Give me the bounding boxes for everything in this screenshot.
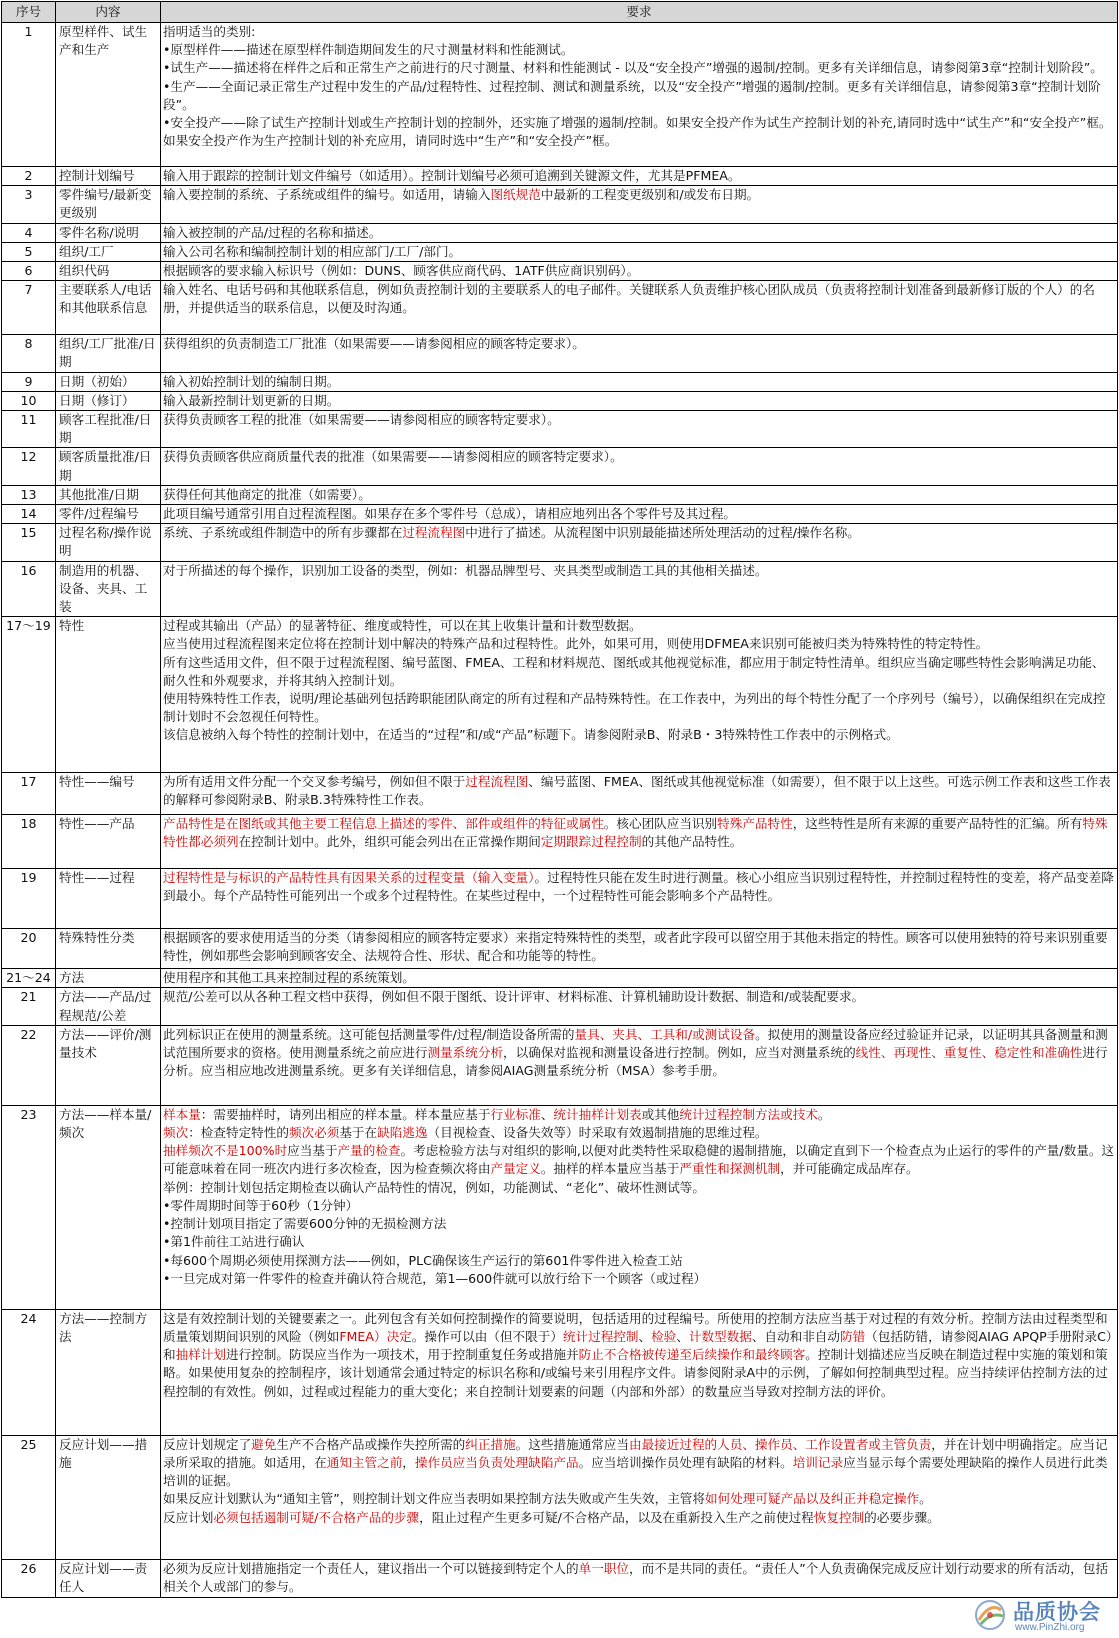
highlighted-text: 测量系统分析 xyxy=(427,1045,504,1061)
highlighted-text: 统计抽样计划表 xyxy=(553,1106,642,1122)
requirement-text: 输入公司名称和编制控制计划的相应部门/工厂/部门。 xyxy=(163,243,462,259)
row-requirement xyxy=(161,617,1118,773)
requirement-text: 基于在 xyxy=(339,1125,378,1141)
requirement-line xyxy=(163,1490,1115,1508)
requirement-text: 、自动和非自动 xyxy=(751,1329,840,1345)
requirement-text: •零件周期时间等于60秒（1分钟） xyxy=(163,1197,359,1213)
row-number: 6 xyxy=(2,262,56,281)
row-content: 反应计划——措施 xyxy=(56,1435,161,1559)
requirement-line xyxy=(163,335,1115,353)
requirement-text: 应当基于 xyxy=(287,1143,338,1159)
row-content: 方法——控制方法 xyxy=(56,1309,161,1435)
table-row xyxy=(2,1435,1118,1559)
row-requirement xyxy=(161,372,1118,391)
requirement-text: 输入要控制的系统、子系统或组件的编号。如适用，请输入 xyxy=(163,187,491,203)
row-content: 零件/过程编号 xyxy=(56,505,161,524)
requirement-text: •一旦完成对第一件零件的检查并确认符合规范，第1—600件就可以放行给下一个顾客（或过程） xyxy=(163,1270,707,1286)
row-content: 日期（初始） xyxy=(56,372,161,391)
requirement-line xyxy=(163,1197,1115,1215)
header-content: 内容 xyxy=(56,2,161,23)
requirement-text: •试生产——描述将在样件之后和正常生产之前进行的尺寸测量、材料和性能测试 - 以及“安全投产”增强的遏制/控制。更多有关详细信息，请参阅第3章“控制计划阶段”。 xyxy=(163,60,1103,76)
table-row xyxy=(2,372,1118,391)
row-number: 24 xyxy=(2,1309,56,1435)
row-content: 组织/工厂 xyxy=(56,242,161,261)
highlighted-text: 培训记录 xyxy=(792,1455,844,1471)
requirement-text: ，阻止过程产生更多可疑/不合格产品，以及在重新投入生产之前使过程 xyxy=(419,1509,814,1525)
requirement-line xyxy=(163,114,1115,150)
row-content: 特性——产品 xyxy=(56,815,161,869)
requirement-text: 获得负责顾客工程的批准（如果需要——请参阅相应的顾客特定要求）。 xyxy=(163,412,560,428)
pinzhi-logo-icon xyxy=(973,1598,1007,1632)
row-number: 18 xyxy=(2,815,56,869)
row-content: 过程名称/操作说明 xyxy=(56,524,161,561)
highlighted-text: 抽样计划 xyxy=(175,1347,226,1363)
row-number: 21～24 xyxy=(2,969,56,988)
row-requirement xyxy=(161,561,1118,617)
row-requirement xyxy=(161,281,1118,335)
highlighted-text: 图纸规范 xyxy=(490,187,541,203)
row-number: 7 xyxy=(2,281,56,335)
requirement-text: •安全投产——除了试生产控制计划或生产控制计划的控制外，还实施了增强的遏制/控制。如果安全投产作为试生产控制计划的补充,请同时选中“试生产”和“安全投产”框。如果安全投产作为生产控制计划的补充应用，请同时选中“生产”和“安全投产”框。 xyxy=(163,115,1112,149)
table-row xyxy=(2,773,1118,815)
row-requirement xyxy=(161,411,1118,448)
row-requirement xyxy=(161,335,1118,372)
table-row xyxy=(2,617,1118,773)
table-row xyxy=(2,524,1118,561)
row-number: 22 xyxy=(2,1025,56,1105)
requirement-line xyxy=(163,988,1115,1006)
row-content: 方法 xyxy=(56,969,161,988)
row-requirement xyxy=(161,1309,1118,1435)
requirement-text: 过程或其输出（产品）的显著特征、维度或特性，可以在其上收集计量和计数型数据。 xyxy=(163,618,642,634)
requirement-text: （目视检查、设备失效等）时采取有效遏制措施的思维过程。 xyxy=(427,1125,768,1141)
requirement-line xyxy=(163,929,1115,965)
requirement-text: 获得负责顾客供应商质量代表的批准（如果需要——请参阅相应的顾客特定要求）。 xyxy=(163,449,623,465)
highlighted-text: 特殊特性都必须列 xyxy=(163,816,1108,850)
table-row xyxy=(2,448,1118,485)
highlighted-text: 线性、再现性、重复性、稳定性和准确性 xyxy=(855,1045,1083,1061)
requirement-text: 。考虑检验方法与对组织的影响,以便对此类特性采取稳健的遏制措施，以确定直到下一个检查点为止运行的零件的产量/数量。这可能意味着在同一班次内进行多次检查，因为检查频次将由 xyxy=(163,1143,1115,1177)
requirement-line xyxy=(163,1252,1115,1270)
table-row xyxy=(2,186,1118,223)
requirement-line xyxy=(163,243,1115,261)
highlighted-text: 检验 xyxy=(651,1329,677,1345)
row-requirement xyxy=(161,242,1118,261)
requirement-text: 使用特殊特性工作表，说明/理论基础列包括跨职能团队商定的所有过程和产品特殊特性。在工作表中，为列出的每个特性分配了一个序列号（编号），以确保组织在完成控制计划时不会忽视任何特性。 xyxy=(163,691,1106,725)
highlighted-text: 防止不合格被传递至后续操作和最终顾客 xyxy=(578,1347,806,1363)
requirement-text: 的必要步骤。 xyxy=(864,1509,940,1525)
requirement-text: 此项目编号通常引用自过程流程图。如果存在多个零件号（总成），请相应地列出各个零件号及其过程。 xyxy=(163,506,737,522)
row-number: 11 xyxy=(2,411,56,448)
row-content: 方法——产品/过程规范/公差 xyxy=(56,988,161,1025)
requirement-line xyxy=(163,167,1115,185)
highlighted-text: 量具、夹具、工具和/或测试设备 xyxy=(574,1026,756,1042)
row-content: 特性——编号 xyxy=(56,773,161,815)
requirement-text: 使用程序和其他工具来控制过程的系统策划。 xyxy=(163,970,415,986)
requirement-text: 、 xyxy=(540,1106,554,1122)
highlighted-text: 过程流程图 xyxy=(402,525,466,541)
highlighted-text: 如何处理可疑产品以及纠正并稳定操作 xyxy=(705,1491,920,1507)
highlighted-text: 单一职位 xyxy=(578,1560,629,1576)
requirement-text: ，并在计划中明确指定。应当记录所采取的措施。如适用，在 xyxy=(163,1436,1108,1471)
row-content: 日期（修订） xyxy=(56,391,161,410)
row-requirement xyxy=(161,167,1118,186)
table-row xyxy=(2,335,1118,372)
highlighted-text: 缺陷逃逸 xyxy=(377,1125,428,1141)
row-number: 17～19 xyxy=(2,617,56,773)
requirement-text: 该信息被纳入每个特性的控制计划中，在适当的“过程”和/或“产品”标题下。请参阅附录B、附录B・3特殊特性工作表中的示例格式。 xyxy=(163,727,899,743)
table-row xyxy=(2,485,1118,504)
requirement-line xyxy=(163,41,1115,59)
requirement-line xyxy=(163,224,1115,242)
row-number: 1 xyxy=(2,23,56,167)
row-content: 主要联系人/电话和其他联系信息 xyxy=(56,281,161,335)
header-no: 序号 xyxy=(2,2,56,23)
requirement-line xyxy=(163,562,1115,580)
requirement-text: ：检查特定特性的 xyxy=(188,1125,289,1141)
row-number: 10 xyxy=(2,391,56,410)
row-requirement xyxy=(161,223,1118,242)
row-number: 3 xyxy=(2,186,56,223)
row-requirement xyxy=(161,23,1118,167)
highlighted-text: 统计过程控制 xyxy=(562,1329,639,1345)
row-number: 19 xyxy=(2,869,56,929)
row-requirement xyxy=(161,988,1118,1025)
row-requirement xyxy=(161,1435,1118,1559)
row-requirement xyxy=(161,262,1118,281)
row-requirement xyxy=(161,186,1118,223)
requirement-line xyxy=(163,1233,1115,1251)
requirement-line xyxy=(163,262,1115,280)
highlighted-text: 特殊产品特性 xyxy=(717,816,793,832)
row-content: 零件编号/最新变更级别 xyxy=(56,186,161,223)
table-row xyxy=(2,929,1118,969)
row-content: 其他批准/日期 xyxy=(56,485,161,504)
requirement-text: ，这些特性是所有来源的重要产品特性的汇编。所有 xyxy=(792,816,1083,832)
requirement-line xyxy=(163,505,1115,523)
requirement-line xyxy=(163,448,1115,466)
requirement-text: 。这些措施通常应当 xyxy=(515,1436,629,1452)
table-row xyxy=(2,242,1118,261)
requirement-text: 。 xyxy=(919,1491,932,1507)
row-content: 顾客质量批准/日期 xyxy=(56,448,161,485)
requirement-text: 所有这些适用文件，但不限于过程流程图、编号蓝图、FMEA、工程和材料规范、图纸或其他视觉标准，都应用于制定特性清单。组织应当确定哪些特性会影响满足功能、耐久性和外观要求，并将其纳入控制计划。 xyxy=(163,654,1105,688)
requirement-line xyxy=(163,1179,1115,1197)
row-content: 方法——样本量/频次 xyxy=(56,1105,161,1309)
requirement-text: •控制计划项目指定了需要600分钟的无损检测方法 xyxy=(163,1216,447,1232)
table-row xyxy=(2,815,1118,869)
requirement-line xyxy=(163,1310,1115,1401)
highlighted-text: 统计过程控制方法或技术 xyxy=(679,1106,818,1122)
requirement-line xyxy=(163,617,1115,635)
requirement-text: 根据顾客的要求使用适当的分类（请参阅相应的顾客特定要求）来指定特殊特性的类型，或者此字段可以留空用于其他未指定的特性。顾客可以使用独特的符号来识别重要特性，例如那些会影响到顾客安全、法规符合性、形状、配合和功能等的特性。 xyxy=(163,930,1108,964)
requirement-text: 这是有效控制计划的关键要素之一。此列包含有关如何控制操作的简要说明，包括适用的过程编号。所使用的控制方法应当基于对过程的有效分析。控制方法由过程类型和质量策划期间识别的风险（例如 xyxy=(163,1310,1108,1345)
highlighted-text: 纠正措施 xyxy=(465,1436,516,1452)
requirement-line xyxy=(163,524,1115,542)
table-row xyxy=(2,411,1118,448)
highlighted-text: 计数型数据 xyxy=(688,1329,752,1345)
highlighted-text: 定期跟踪过程控制 xyxy=(540,834,642,850)
requirement-text: •每600个周期必须使用探测方法——例如，PLC确保该生产运行的第601件零件进入检查工站 xyxy=(163,1252,683,1268)
row-requirement xyxy=(161,815,1118,869)
row-requirement xyxy=(161,773,1118,815)
highlighted-text: 操作员应当负责处理缺陷产品 xyxy=(414,1455,579,1471)
requirement-text: 或其他 xyxy=(641,1106,680,1122)
requirement-text: 、 xyxy=(676,1329,689,1345)
requirement-text: 系统、子系统或组件制造中的所有步骤都在 xyxy=(163,525,403,541)
row-requirement xyxy=(161,505,1118,524)
highlighted-text: 频次 xyxy=(163,1125,189,1141)
requirement-text: 指明适当的类别: xyxy=(163,24,256,39)
requirement-text: 输入初始控制计划的编制日期。 xyxy=(163,373,340,389)
requirement-line xyxy=(163,1142,1115,1178)
requirement-line xyxy=(163,1270,1115,1288)
table-row xyxy=(2,23,1118,167)
row-content: 反应计划——责任人 xyxy=(56,1559,161,1597)
highlighted-text: 样本量 xyxy=(163,1106,201,1122)
row-content: 特性——过程 xyxy=(56,869,161,929)
table-row xyxy=(2,1309,1118,1435)
row-number: 5 xyxy=(2,242,56,261)
table-row xyxy=(2,988,1118,1025)
table-row xyxy=(2,505,1118,524)
requirement-text: ：需要抽样时，请列出相应的样本量。样本量应基于 xyxy=(200,1106,491,1122)
table-row xyxy=(2,391,1118,410)
requirement-line xyxy=(163,773,1115,809)
requirement-text: 生产不合格产品或操作失控所需的 xyxy=(276,1436,466,1452)
requirement-text: 进行控制。防误应当作为一项技术，用于控制重复任务或措施并 xyxy=(225,1347,579,1363)
requirement-line xyxy=(163,969,1115,987)
requirement-text: 应当显示每个需要处理缺陷的操作人员进行此类培训的证据。 xyxy=(163,1455,1108,1489)
requirement-line xyxy=(163,1560,1115,1596)
highlighted-text: 产品特性是在图纸或其他主要工程信息上描述的零件、部件或组件的特征或属性 xyxy=(163,816,604,832)
requirement-text: （包括防错，请参阅AIAG APQP手册附录C）和 xyxy=(163,1329,1113,1363)
requirement-text: 。抽样的样本量应当基于 xyxy=(540,1161,680,1177)
requirement-text: 中进行了描述。从流程图中识别最能描述所处理活动的过程/操作名称。 xyxy=(465,525,860,541)
requirement-text: 必须为反应计划措施指定一个责任人，建议指出一个可以链接到特定个人的 xyxy=(163,1560,579,1576)
header-requirement: 要求 xyxy=(161,2,1118,23)
requirement-text: 在控制计划中。此外，组织可能会列出在正常操作期间 xyxy=(238,834,541,850)
highlighted-text: 过程流程图 xyxy=(465,774,529,790)
requirement-text: 。 xyxy=(817,1106,831,1122)
requirement-text: 。应当培训操作员处理有缺陷的材料。 xyxy=(578,1455,793,1471)
highlighted-text: 产量的检查 xyxy=(337,1143,401,1159)
table-row xyxy=(2,1105,1118,1309)
requirement-text: ，以确保对监视和测量设备进行控制。例如，应当对测量系统的 xyxy=(503,1045,856,1061)
row-number: 16 xyxy=(2,561,56,617)
highlighted-text: 过程特性是与标识的产品特性具有因果关系的过程变量（输入变量） xyxy=(163,870,535,886)
highlighted-text: 产量定义 xyxy=(490,1161,541,1177)
requirement-text: 输入用于跟踪的控制计划文件编号（如适用）。控制计划编号必须可追溯到关键源文件，尤其是PFMEA。 xyxy=(163,168,741,183)
highlighted-text: 通知主管之前 xyxy=(326,1455,403,1471)
row-number: 8 xyxy=(2,335,56,372)
row-number: 12 xyxy=(2,448,56,485)
watermark xyxy=(973,1596,1119,1636)
requirement-line xyxy=(163,23,1115,41)
requirement-line xyxy=(163,690,1115,726)
table-row xyxy=(2,281,1118,335)
row-number: 26 xyxy=(2,1559,56,1597)
row-number: 4 xyxy=(2,223,56,242)
row-content: 原型样件、试生产和生产 xyxy=(56,23,161,167)
row-content: 制造用的机器、设备、夹具、工装 xyxy=(56,561,161,617)
requirement-line xyxy=(163,411,1115,429)
table-row xyxy=(2,1559,1118,1597)
requirement-line xyxy=(163,392,1115,410)
row-number: 9 xyxy=(2,372,56,391)
table-row xyxy=(2,262,1118,281)
highlighted-text: 严重性和探测机制 xyxy=(679,1161,781,1177)
requirement-line xyxy=(163,186,1115,204)
requirement-line xyxy=(163,373,1115,391)
requirement-text: 。核心团队应当识别 xyxy=(603,816,718,832)
requirement-text: 输入被控制的产品/过程的名称和描述。 xyxy=(163,224,382,240)
table-row xyxy=(2,869,1118,929)
requirement-line xyxy=(163,1509,1115,1527)
requirement-text: 。过程特性只能在发生时进行测量。核心小组应当识别过程特性，并控制过程特性的变差，将产品变差降到最小。每个产品特性可能列出一个或多个过程特性。在某些过程中，一个过程特性可能会影响多个产品特性。 xyxy=(163,870,1114,904)
requirement-text: 获得组织的负责制造工厂批准（如果需要——请参阅相应的顾客特定要求）。 xyxy=(163,336,585,352)
requirement-text: 。控制计划描述应当反映在制造过程中实施的策划和策略。如果使用复杂的控制程序，该计划通常会通过特定的标识名称和/或编号来引用程序文件。请参阅附录A中的示例，了解如何控制典型过程。应当持续评估控制方法的过程控制的有效性。例如，过程或过程能力的重大变化；来自控制计划要素的问题（内部和外部）的数量应当导致对控制方法的评价。 xyxy=(163,1347,1108,1399)
row-number: 15 xyxy=(2,524,56,561)
row-requirement xyxy=(161,1025,1118,1105)
requirement-line xyxy=(163,1124,1115,1142)
row-requirement xyxy=(161,969,1118,988)
requirement-text: 输入姓名、电话号码和其他联系信息，例如负责控制计划的主要联系人的电子邮件。关键联系人负责维护核心团队成员（负责将控制计划准备到最新修订版的个人）的名册，并提供适当的联系信息，以便及时沟通。 xyxy=(163,282,1095,316)
row-content: 零件名称/说明 xyxy=(56,223,161,242)
row-number: 25 xyxy=(2,1435,56,1559)
requirement-text: •第1件前往工站进行确认 xyxy=(163,1234,305,1250)
requirement-text: 反应计划 xyxy=(163,1509,214,1525)
highlighted-text: 频次必须 xyxy=(288,1125,340,1141)
row-content: 组织代码 xyxy=(56,262,161,281)
row-content: 控制计划编号 xyxy=(56,167,161,186)
requirement-text: ， xyxy=(402,1455,415,1471)
table-row xyxy=(2,167,1118,186)
requirement-text: 、 xyxy=(638,1329,652,1345)
row-content: 组织/工厂批准/日期 xyxy=(56,335,161,372)
requirement-text: 、编号蓝图、FMEA、图纸或其他视觉标准（如需要），但不限于以上这些。可选示例工作表和这些工作表的解释可参阅附录B、附录B.3特殊特性工作表。 xyxy=(163,774,1111,808)
row-requirement xyxy=(161,869,1118,929)
row-content: 方法——评价/测量技术 xyxy=(56,1025,161,1105)
requirement-line xyxy=(163,1106,1115,1124)
row-requirement xyxy=(161,1559,1118,1597)
requirement-text: 应当使用过程流程图来定位将在控制计划中解决的特殊产品和过程特性。此外，如果可用，则使用DFMEA来识别可能被归类为特殊特性的特定特性。 xyxy=(163,636,989,652)
row-requirement xyxy=(161,929,1118,969)
highlighted-text: FMEA）决定 xyxy=(339,1329,412,1345)
requirement-line xyxy=(163,486,1115,504)
requirement-line xyxy=(163,281,1115,317)
requirement-line xyxy=(163,654,1115,690)
watermark-url: www.PinZhi.org xyxy=(1015,1622,1085,1633)
requirement-line xyxy=(163,1215,1115,1233)
table-row xyxy=(2,969,1118,988)
requirement-text: 对于所描述的每个操作，识别加工设备的类型，例如：机器品牌型号、夹具类型或制造工具的其他相关描述。 xyxy=(163,562,768,578)
requirement-text: 获得任何其他商定的批准（如需要）。 xyxy=(163,486,371,502)
requirement-text: 。拟使用的测量设备应经过验证并记录，以证明其具备测量和测试范围所要求的资格。使用测量系统之前应进行 xyxy=(163,1026,1108,1061)
requirement-text: 进行分析。应当相应地改进测量系统。更多有关详细信息，请参阅AIAG测量系统分析（MSA）参考手册。 xyxy=(163,1045,1108,1079)
row-number: 2 xyxy=(2,167,56,186)
highlighted-text: 行业标准 xyxy=(490,1106,541,1122)
requirement-text: 根据顾客的要求输入标识号（例如：DUNS、顾客供应商代码、1ATF供应商识别码）。 xyxy=(163,263,640,279)
row-requirement xyxy=(161,524,1118,561)
requirement-text: •生产——全面记录正常生产过程中发生的产品/过程特性、过程控制、测试和测量系统，以及“安全投产”增强的遏制/控制。更多有关详细信息，请参阅第3章“控制计划阶段”。 xyxy=(163,78,1101,112)
highlighted-text: 抽样频次不是100%时 xyxy=(163,1143,288,1159)
requirement-line xyxy=(163,726,1115,744)
requirement-text: 规范/公差可以从各种工程文档中获得，例如但不限于图纸、设计评审、材料标准、计算机辅助设计数据、制造和/或装配要求。 xyxy=(163,989,865,1005)
highlighted-text: 由最接近过程的人员、操作员、工作设置者或主管负责 xyxy=(628,1436,932,1452)
requirement-text: 的其他产品特性。 xyxy=(641,834,743,850)
row-requirement xyxy=(161,391,1118,410)
requirement-text: 如果反应计划默认为“通知主管”，则控制计划文件应当表明如果控制方法失败或产生失效，主管将 xyxy=(163,1491,705,1507)
table-row xyxy=(2,561,1118,617)
requirement-line xyxy=(163,815,1115,851)
highlighted-text: 必须包括遏制可疑/不合格产品的步骤 xyxy=(213,1509,420,1525)
requirement-text: 中最新的工程变更级别和/或发布日期。 xyxy=(540,187,760,203)
requirement-line xyxy=(163,78,1115,114)
table-body xyxy=(2,23,1118,1598)
watermark-name: 品质协会 xyxy=(1013,1599,1101,1624)
row-number: 23 xyxy=(2,1105,56,1309)
requirement-text: 此列标识正在使用的测量系统。这可能包括测量零件/过程/制造设备所需的 xyxy=(163,1026,575,1042)
requirement-text: 举例：控制计划包括定期检查以确认产品特性的情况，例如，功能测试、“老化”、破坏性测试等。 xyxy=(163,1179,705,1195)
requirement-text: 反应计划规定了 xyxy=(163,1436,252,1452)
requirement-text: •原型样件——描述在原型样件制造期间发生的尺寸测量材料和性能测试。 xyxy=(163,42,574,58)
row-content: 特性 xyxy=(56,617,161,773)
table-row xyxy=(2,1025,1118,1105)
requirement-line xyxy=(163,869,1115,905)
requirement-text: 。操作可以由（但不限于） xyxy=(411,1329,563,1345)
row-number: 13 xyxy=(2,485,56,504)
row-requirement xyxy=(161,1105,1118,1309)
requirement-line xyxy=(163,635,1115,653)
requirement-text: 输入最新控制计划更新的日期。 xyxy=(163,392,340,408)
requirement-line xyxy=(163,1436,1115,1491)
row-requirement xyxy=(161,485,1118,504)
row-requirement xyxy=(161,448,1118,485)
table-header-row xyxy=(2,2,1118,23)
requirements-table xyxy=(1,1,1118,1598)
row-number: 14 xyxy=(2,505,56,524)
highlighted-text: 恢复控制 xyxy=(813,1509,865,1525)
requirement-text: ，而不是共同的责任。“责任人”个人负责确保完成反应计划行动要求的所有活动，包括相关个人或部门的参与。 xyxy=(163,1560,1108,1595)
row-number: 20 xyxy=(2,929,56,969)
row-content: 特殊特性分类 xyxy=(56,929,161,969)
highlighted-text: 避免 xyxy=(251,1436,277,1452)
highlighted-text: 防错 xyxy=(839,1329,866,1345)
requirement-text: ，并可能确定成品库存。 xyxy=(780,1161,919,1177)
row-content: 顾客工程批准/日期 xyxy=(56,411,161,448)
row-number: 21 xyxy=(2,988,56,1025)
requirement-line xyxy=(163,1026,1115,1081)
row-number: 17 xyxy=(2,773,56,815)
requirement-line xyxy=(163,59,1115,77)
table-row xyxy=(2,223,1118,242)
requirement-text: 为所有适用文件分配一个交叉参考编号，例如但不限于 xyxy=(163,774,466,790)
